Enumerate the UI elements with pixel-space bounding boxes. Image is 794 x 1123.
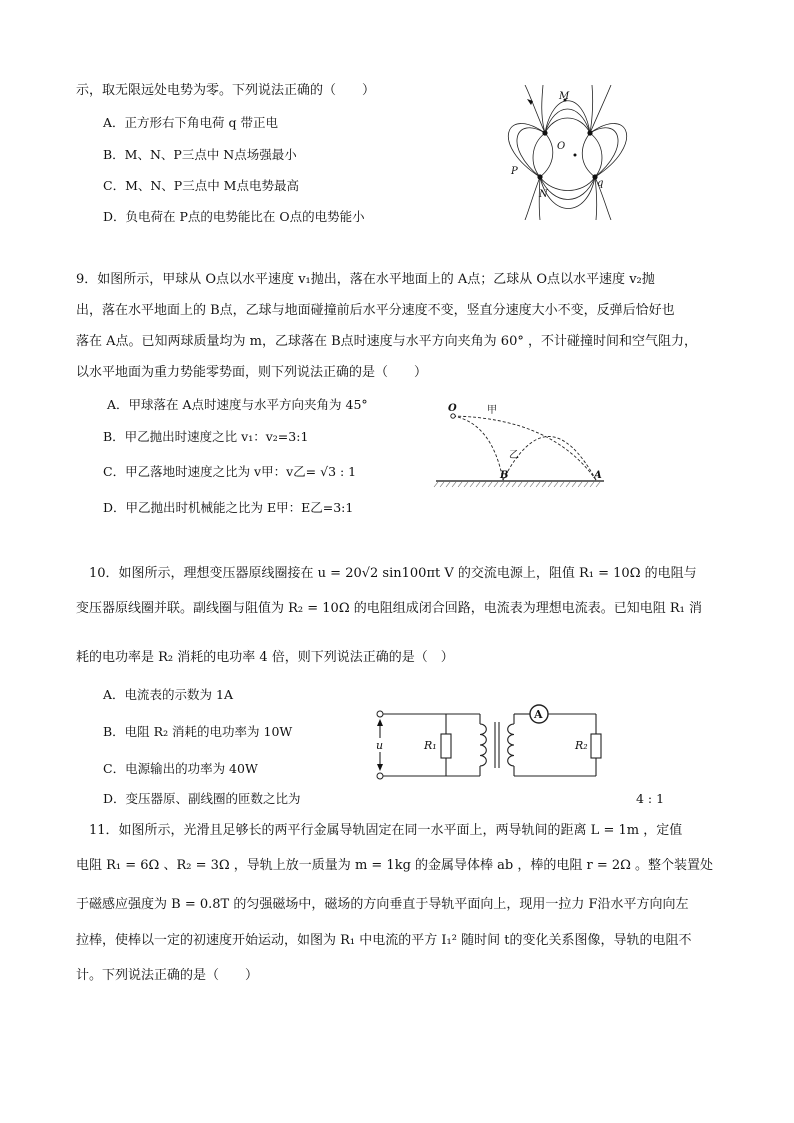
q11-stem-line-2: 电阻 R₁ = 6Ω 、R₂ = 3Ω ，导轨上放一质量为 m = 1kg 的金属导体棒 ab ，棒的电阻 r = 2Ω 。整个装置处 <box>76 858 714 873</box>
q8-label-o: O <box>557 141 566 152</box>
q8-label-n: N <box>539 189 548 200</box>
q8-label-q: q <box>597 178 604 189</box>
q9-option-d: D．甲乙抛出时机械能之比为 E甲：E乙=3:1 <box>103 500 354 515</box>
q8-option-c: C．M、N、P三点中 M点电势最高 <box>103 178 299 193</box>
q10-label-r1: R₁ <box>424 739 437 752</box>
q10-stem-line-2: 变压器原线圈并联。副线圈与阻值为 R₂ = 10Ω 的电阻组成闭合回路，电流表为理想电流表。已知电阻 R₁ 消 <box>76 601 703 616</box>
q10-stem-line-3: 耗的电功率是 R₂ 消耗的电功率 4 倍，则下列说法正确的是（ ） <box>76 650 454 665</box>
q10-option-a: A．电流表的示数为 1A <box>103 687 233 702</box>
q10-option-c: C．电源输出的功率为 40W <box>103 761 258 776</box>
q10-stem-line-1: 10．如图所示，理想变压器原线圈接在 u = 20√2 sin100πt V 的交流电源上，阻值 R₁ = 10Ω 的电阻与 <box>89 566 697 581</box>
q11-stem-line-4: 拉棒，使棒以一定的初速度开始运动，如图为 R₁ 中电流的平方 I₁² 随时间 t的变化关系图像，导轨的电阻不 <box>76 933 692 948</box>
q10-option-d-value: 4 : 1 <box>636 791 665 806</box>
q10-option-b: B．电阻 R₂ 消耗的电功率为 10W <box>103 724 293 739</box>
q8-stem-tail: 示，取无限远处电势为零。下列说法正确的（ ） <box>76 83 376 98</box>
q11-stem-line-3: 于磁感应强度为 B = 0.8T 的匀强磁场中，磁场的方向垂直于导轨平面向上，现用一拉力 F沿水平方向向左 <box>76 897 689 912</box>
q9-projectile-figure <box>432 398 612 493</box>
q11-stem-line-1: 11．如图所示，光滑且足够长的两平行金属导轨固定在同一水平面上，两导轨间的距离 L = 1m ，定值 <box>89 823 683 838</box>
q11-stem-line-5: 计。下列说法正确的是（ ） <box>76 968 259 983</box>
q8-label-p: P <box>511 166 518 177</box>
q9-stem-line-1: 9．如图所示，甲球从 O点以水平速度 v₁抛出，落在水平地面上的 A点；乙球从 O点以水平速度 v₂抛 <box>76 272 655 287</box>
q10-label-r2: R₂ <box>575 739 588 752</box>
q9-stem-line-2: 出，落在水平地面上的 B点，乙球与地面碰撞前后水平分速度不变，竖直分速度大小不变，反弹后恰好也 <box>76 303 675 318</box>
q9-label-jia: 甲 <box>487 405 497 416</box>
q9-stem-line-3: 落在 A点。已知两球质量均为 m，乙球落在 B点时速度与水平方向夹角为 60° ，不计碰撞时间和空气阻力， <box>76 334 697 349</box>
q9-option-a: A．甲球落在 A点时速度与水平方向夹角为 45° <box>107 397 368 412</box>
q8-option-b: B．M、N、P三点中 N点场强最小 <box>103 147 297 162</box>
q10-ammeter-label: A <box>534 708 543 721</box>
q9-label-o: O <box>448 403 457 414</box>
q9-option-b: B．甲乙抛出时速度之比 v₁：v₂=3:1 <box>103 429 309 444</box>
q8-field-lines-figure <box>495 85 640 220</box>
q9-label-a: A <box>594 470 602 481</box>
q10-label-u: u <box>376 739 384 752</box>
q9-option-c: C．甲乙落地时速度之比为 v甲：v乙= √3 : 1 <box>103 464 357 479</box>
q8-option-d: D．负电荷在 P点的电势能比在 O点的电势能小 <box>103 209 365 224</box>
q10-transformer-circuit-figure <box>368 702 618 782</box>
q10-option-d: D．变压器原、副线圈的匝数之比为 <box>103 791 301 806</box>
q9-label-b: B <box>500 470 509 481</box>
q9-label-yi: 乙 <box>509 450 519 461</box>
q9-stem-line-4: 以水平地面为重力势能零势面，则下列说法正确的是（ ） <box>76 365 428 380</box>
q8-label-m: M <box>559 91 570 102</box>
q8-option-a: A．正方形右下角电荷 q 带正电 <box>103 115 278 130</box>
